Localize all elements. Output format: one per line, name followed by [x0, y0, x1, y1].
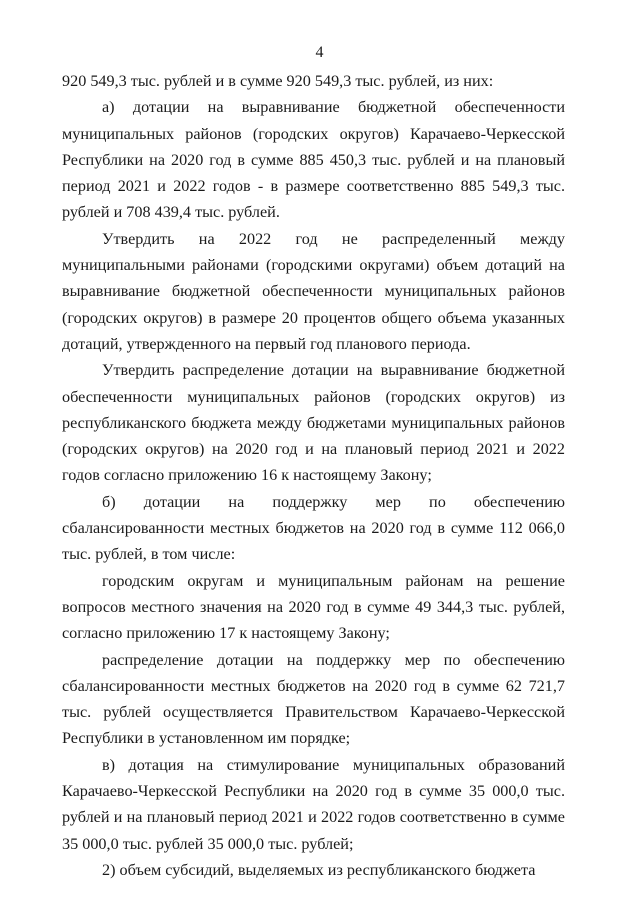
- paragraph-item-v: в) дотация на стимулирование муниципальных образований Карачаево-Черкесской Республики на 2020 год в сумме 35 000,0 тыс. рублей и на плановый период 2021 и 2022 годов соответственно в сумме 35 000,0 тыс. рублей 35 000,0 тыс. рублей;: [62, 755, 565, 853]
- paragraph: Утвердить распределение дотации на выравнивание бюджетной обеспеченности муниципальных районов (городских округов) из республиканского бюджета между бюджетами муниципальных районов (городских округов) на 2020 год и на плановый период 2021 и 2022 годов согласно приложению 16 к настоящему Закону;: [62, 361, 565, 485]
- paragraph: городским округам и муниципальным районам на решение вопросов местного значения на 2020 год в сумме 49 344,3 тыс. рублей, согласно приложению 17 к настоящему Закону;: [62, 571, 565, 643]
- page-number: 4: [315, 44, 324, 61]
- paragraph: Утвердить на 2022 год не распределенный между муниципальными районами (городскими округами) объем дотаций на выравнивание бюджетной обеспеченности муниципальных районов (городских округов) в размере 20 процентов общего объема указанных дотаций, утвержденного на первый год планового периода.: [62, 229, 565, 353]
- paragraph: 920 549,3 тыс. рублей и в сумме 920 549,3 тыс. рублей, из них:: [62, 72, 494, 90]
- paragraph-item-a: а) дотации на выравнивание бюджетной обеспеченности муниципальных районов (городских округов) Карачаево-Черкесской Республики на 2020 год в сумме 885 450,3 тыс. рублей и на плановый период 2021 и 2022 годов - в размере соответственно 885 549,3 тыс. рублей и 708 439,4 тыс. рублей.: [62, 98, 565, 222]
- paragraph-item-2: 2) объем субсидий, выделяемых из республиканского бюджета: [102, 860, 536, 879]
- paragraph-item-b: б) дотации на поддержку мер по обеспечению сбалансированности местных бюджетов на 2020 год в сумме 112 066,0 тыс. рублей, в том числе:: [62, 492, 565, 564]
- document-body: [62, 68, 565, 883]
- paragraph: распределение дотации на поддержку мер по обеспечению сбалансированности местных бюджетов на 2020 год в сумме 62 721,7 тыс. рублей осуществляется Правительством Карачаево-Черкесской Республики в установленном им порядке;: [62, 650, 565, 748]
